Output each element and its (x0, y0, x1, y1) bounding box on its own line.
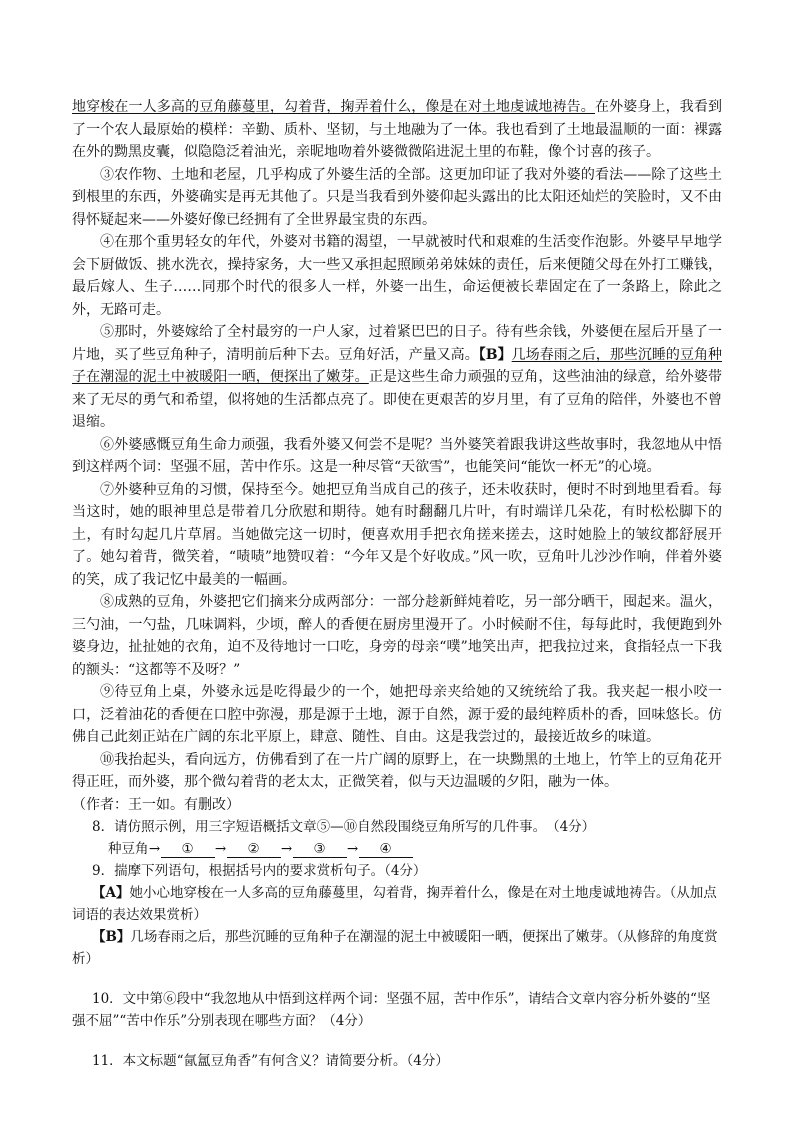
answer-blank-3[interactable]: ③ (293, 841, 347, 858)
answer-space (72, 1032, 722, 1050)
paragraph-5-pre: ⑤那时，外婆嫁给了全村最穷的一户人家，过着紧巴巴的日子。待有些余钱，外婆便在屋后开垦了一片地，买了些豆角种子，清明前后种下去。豆角好活，产量又高。 (72, 324, 722, 363)
paragraph-5 (72, 321, 722, 434)
underlined-sentence-b: 几场春雨之后，那些沉睡的豆角种子在潮湿的泥土中被暖阳一晒，便探出了嫩芽。 (72, 346, 723, 385)
question-9-b-text: 几场春雨之后，那些沉睡的豆角种子在潮湿的泥土中被暖阳一晒，便探出了嫩芽。（从修辞的角度赏析） (72, 929, 718, 967)
arrow-icon: → (148, 841, 161, 857)
question-9: 9．揣摩下列语句，根据括号内的要求赏析句子。（4分） (92, 863, 427, 879)
paragraph-8: ⑧成熟的豆角，外婆把它们摘来分成两部分：一部分趁新鲜炖着吃，另一部分晒干，囤起来。温火，三勺油，一勺盐，几味调料，少顷，醉人的香便在厨房里漫开了。小时候耐不住，每每此时，我便跑到外婆身边，扯扯她的衣角，迫不及待地讨一口吃，身旁的母亲“噗”地笑出声，把我拉过来，食指轻点一下我的额头：“这都等不及呀？” (72, 594, 722, 678)
paragraph-10: ⑩我抬起头，看向远方，仿佛看到了在一片广阔的原野上，在一块黝黑的土地上，竹竿上的豆角花开得正旺，而外婆，那个微勾着背的老太太，正微笑着，似与天边温暖的夕阳，融为一体。 (72, 751, 722, 790)
paragraph-4: ④在那个重男轻女的年代，外婆对书籍的渴望，一早就被时代和艰难的生活变作泡影。外婆早早地学会下厨做饭、挑水洗衣，操持家务，大一些又承担起照顾弟弟妹妹的责任，后来便随父母在外打工赚钱，最后嫁人、生子……同那个时代的很多人一样，外婆一出生，命运便被长辈固定在了一条路上，除此之外，无路可走。 (72, 234, 722, 318)
question-8: 8．请仿照示例，用三字短语概括文章⑤—⑩自然段围绕豆角所写的几件事。 （4分） (92, 819, 596, 835)
paragraph-5-post: 正是这些生命力顽强的豆角，这些油油的绿意，给外婆带来了无尽的勇气和希望，似将她的生活都点亮了。即使在更艰苦的岁月里，有了豆角的陪伴，外婆也不曾退缩。 (72, 369, 723, 430)
paragraph-7: ⑦外婆种豆角的习惯，保持至今。她把豆角当成自己的孩子，还未收获时，便时不时到地里看看。每当这时，她的眼神里总是带着几分欣慰和期待。她有时翻翻几片叶，有时端详几朵花，有时松松脚下的土，有时勾起几片草屑。当她做完这一切时，便喜欢用手把衣角搓来搓去，这时她脸上的皱纹都舒展开了。她勾着背，微笑着，“啧啧”地赞叹着：“今年又是个好收成。”风一吹，豆角叶儿沙沙作响，伴着外婆的笑，成了我记忆中最美的一幅画。 (72, 481, 722, 588)
answer-blank-1[interactable]: ① (161, 841, 215, 858)
document-page (72, 96, 722, 1072)
arrow-icon: → (214, 841, 227, 857)
underlined-sentence-a: 地穿梭在一人多高的豆角藤蔓里，勾着背，掬弄着什么，像是在对土地虔诚地祷告。 (72, 99, 595, 115)
arrow-icon: → (280, 841, 293, 857)
answer-space (72, 970, 722, 988)
example-phrase: 种豆角 (108, 841, 149, 857)
question-11: 11．本文标题“氤氲豆角香”有何含义？请简要分析。（4分） (92, 1053, 449, 1069)
question-9-b (72, 926, 722, 970)
answer-blank-4[interactable]: ④ (359, 841, 413, 858)
question-8-answer-chain (72, 838, 722, 860)
marker-b: 【B】 (478, 346, 512, 363)
paragraph-3: ③农作物、土地和老屋，几乎构成了外婆生活的全部。这更加印证了我对外婆的看法——除了这些土到根里的东西，外婆确实是再无其他了。只是当我看到外婆仰起头露出的比太阳还灿烂的笑脸时，又不由得怀疑起来——外婆好像已经拥有了全世界最宝贵的东西。 (72, 166, 722, 228)
answer-blank-2[interactable]: ② (227, 841, 281, 858)
question-9-a (72, 882, 722, 926)
paragraph-2-rest: 在外婆身上，我看到了一个农人最原始的模样：辛勤、质朴、坚韧，与土地融为了一体。我也看到了土地最温顺的一面：裸露在外的黝黑皮囊，似隐隐泛着油光，亲昵地吻着外婆微微陷进泥土里的布鞋，像个讨喜的孩子。 (72, 99, 723, 160)
paragraph-2-continued (72, 96, 722, 164)
marker-a: 【A】 (92, 885, 130, 901)
arrow-icon: → (346, 841, 359, 857)
author-note: （作者：王一如。有删改） (72, 796, 240, 813)
question-9-a-text: 她小心地穿梭在一人多高的豆角藤蔓里，勾着背，掬弄着什么，像是在对土地虔诚地祷告。（从加点词语的表达效果赏析） (72, 885, 717, 923)
paragraph-6: ⑥外婆感慨豆角生命力顽强，我看外婆又何尝不是呢？当外婆笑着跟我讲这些故事时，我忽地从中悟到这样两个词：坚强不屈，苦中作乐。这是一种尽管“天欲雪”，也能笑问“能饮一杯无”的心境。 (72, 436, 722, 475)
paragraph-9: ⑨待豆角上桌，外婆永远是吃得最少的一个，她把母亲夹给她的又统统给了我。我夹起一根小咬一口，泛着油花的香便在口腔中弥漫，那是源于土地，源于自然，源于爱的最纯粹质朴的香，回味悠长。仿佛自己此刻正站在广阔的东北平原上，肆意、随性、自由。这是我尝过的，最接近故乡的味道。 (72, 684, 722, 745)
marker-b: 【B】 (92, 929, 131, 945)
question-10: 10．文中第⑥段中“我忽地从中悟到这样两个词：坚强不屈，苦中作乐”，请结合文章内容分析外婆的“坚强不屈”“苦中作乐”分别表现在哪些方面？（4分） (72, 991, 711, 1029)
